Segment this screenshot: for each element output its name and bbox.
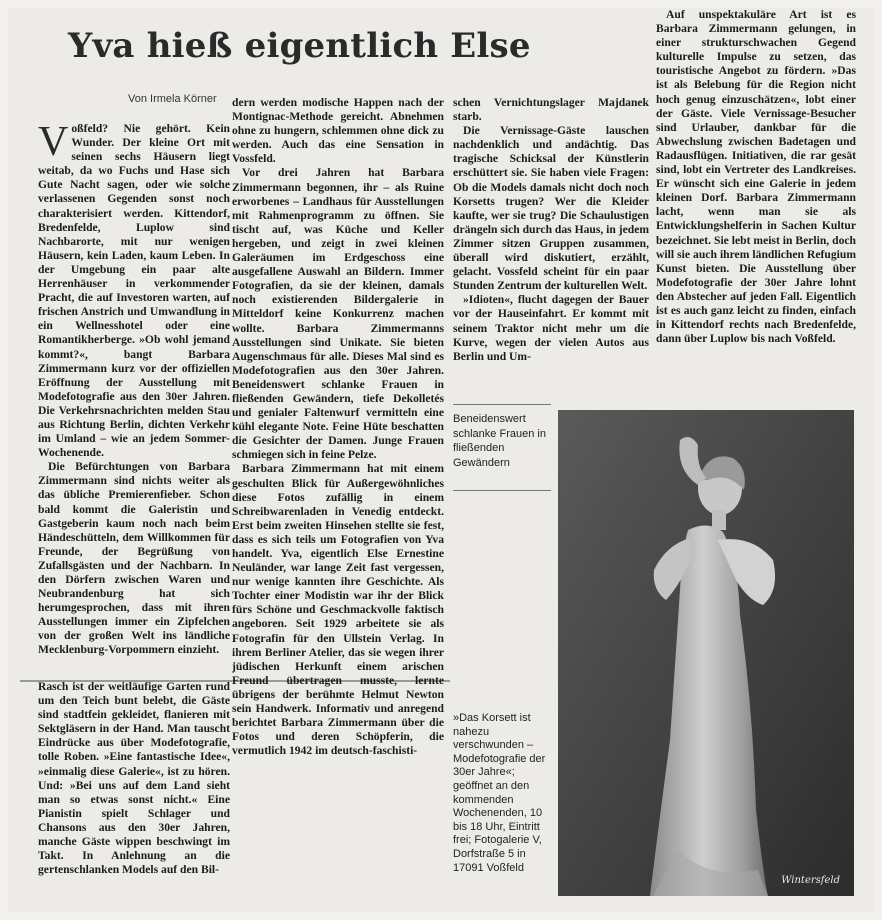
article-column-3 (453, 96, 649, 374)
paragraph: Rasch ist der weitläufige Garten rund um den Teich bunt belebt, die Gäste sind stadtfein gekleidet, flanieren mit Sektgläsern in der Hand. Man tauscht Eindrücke aus über Modefotografie, tolle Roben. »Eine fantastische Idee«, »einmalig diese Galerie«, ist zu hören. Und: »Bei uns auf dem Land sieht man so etwas sonst nicht.« Eine Pianistin spielt Schlager und Chansons aus den 30er Jahren, manche Gäste wippen beschwingt im Takt. In Anlehnung an die gertenschlanken Models auf den Bil- (38, 680, 230, 877)
paragraph: Barbara Zimmermann hat mit einem geschulten Blick für Außergewöhnliches diese Fotos zufällig in einem Schreibwarenladen in Venedig entdeckt. Erst beim zweiten Hinsehen stellte sie fest, dass es sich teils um Fotografien von Yva handelt. Yva, eigentlich Else Ernestine Neuländer, war lange Zeit fast vergessen, nur wenige kannten ihre Geschichte. Als Tochter einer Modistin war ihr der Blick fürs Schöne und Geschmackvolle faktisch angeboren. Seit 1929 arbeitete sie als Fotografin für den Ullstein Verlag. In ihrem Berliner Atelier, das sie wegen ihrer jüdischen Herkunft einem arischen Freund übertragen musste, lernte übrigens der berühmte Helmut Newton sein Handwerk. Informativ und anregend berichtet Barbara Zimmermann über die Fotos und deren Schöpferin, die vermutlich 1942 im deutsch-faschisti- (232, 462, 444, 758)
paragraph: oßfeld? Nie gehört. Kein Wunder. Der kleine Ort mit seinen sechs Häusern liegt weitab, da wo Fuchs und Hase sich Gute Nacht sagen, oder wie solche verlassenen Gegenden sonst noch charakterisiert werden. Kittendorf, Bredenfelde, Luplow sind Nachbarorte, mit nur wenigen Häusern, kein Laden, kaum Leben. In der Umgebung ein paar alte Herrenhäuser in verkommender Pracht, die auf Investoren warten, auf frischen Anstrich und Umwandlung in ein Wellnesshotel oder eine Romantikherberge. »Ob wohl jemand kommt?«, bangt Barbara Zimmermann kurz vor der offiziellen Eröffnung der Ausstellung mit Modefotografie aus den 30er Jahren. Die Verkehrsnachrichten melden Stau aus Richtung Berlin, dichten Verkehr im Umland – wie an jedem Sommer-Wochenende. (38, 122, 230, 460)
paragraph: Auf unspektakuläre Art ist es Barbara Zimmermann gelungen, in einer strukturschwachen Gegend kulturelle Impulse zu setzen, das touristische Angebot zu fördern. »Das ist als Belebung für die Region nicht hoch genug einzuschätzen«, lobt einer der Gäste. Viele Vernissage-Besucher sind Urlauber, dankbar für die Abwechslung zwischen Badetagen und Radausflügen. Initiativen, die rar gesät sind, lobt ein Vertreter des Landkreises. Er wünscht sich eine Galerie in jedem kleinen Dorf. Barbara Zimmermann lacht, wenn man sie als Entwicklungshelferin in Sachen Kultur bezeichnet. Sie lebt meist in Berlin, doch will sie auch ihrem ländlichen Refugium Kunst bieten. Die Ausstellung über Modefotografie der 30er Jahre lohnt den Abstecher auf jeden Fall. Eigentlich ist es auch ganz leicht zu finden, einfach in Kittendorf rechts nach Bredenfelde, dann über Luplow bis nach Voßfeld. (656, 8, 856, 346)
article-column-1 (38, 122, 230, 682)
paragraph: Die Vernissage-Gäste lauschen nachdenklich und andächtig. Das tragische Schicksal der Künstlerin erschüttert sie. Sie haben viele Fragen: Ob die Models damals nicht doch noch Korsetts trugen? Wer die Kleider kaufte, wer sie trug? Die Schaulustigen drängeln sich durch das Haus, in jedem Zimmer sitzen Gruppen zusammen, überall wird diskutiert, erzählt, gelacht. Vossfeld scheint für ein paar Stunden Zentrum der kulturellen Welt. (453, 124, 649, 293)
paragraph: Die Befürchtungen von Barbara Zimmermann sind nichts weiter als das übliche Premierenfieber. Schon bald kommt die Galeristin und Gastgeberin kaum noch nach beim Händeschütteln, dem Willkommen für Freunde, der Begrüßung von Zufallsgästen und der Nachbarn. In den Dörfern zwischen Waren und Neubrandenburg hat sich herumgesprochen, dass mit ihren Ausstellungen immer ein Zipfelchen von der großen Welt ins ländliche Mecklenburg-Vorpommern einzieht. (38, 460, 230, 657)
photographer-signature: Wintersfeld (781, 875, 840, 886)
article-column-2 (232, 96, 444, 888)
paragraph: schen Vernichtungslager Majdanek starb. (453, 96, 649, 124)
article-column-4 (656, 8, 856, 412)
paragraph: »Idioten«, flucht dagegen der Bauer vor der Hauseinfahrt. Er kommt mit seinem Traktor nicht mehr um die Kurve, wegen der vielen Autos aus Berlin und Um- (453, 293, 649, 363)
fashion-photo (558, 410, 854, 896)
article-column-1-lower (38, 680, 230, 890)
caption-rule-bottom (453, 490, 551, 491)
paragraph: Vor drei Jahren hat Barbara Zimmermann begonnen, ihr – als Ruine erworbenes – Landhaus für Ausstellungen mit Rahmenprogramm zu öffnen. Sie tischt auf, was Küche und Keller hergeben, und zeigt in zwei kleinen Galeräumen im Erdgeschoss eine ausgefallene Auswahl an Bildern. Immer Fotografien, da sie der kleinen, damals noch existierenden Bildergalerie in Mitteldorf keine Konkurrenz machen wollte. Barbara Zimmermanns Ausstellungen sind Unikate. Sie bieten Augenschmaus für alle. Dieses Mal sind es Modefotografien aus den 30er Jahren. Beneidenswert schlanke Frauen in fließenden Gewändern, tiefe Dekolletés und genialer Faltenwurf vermitteln eine kühl elegante Note. Feine Hüte beschatten die Gesichter der Damen. Junge Frauen schmiegen sich in feine Pelze. (232, 166, 444, 462)
headline: Yva hieß eigentlich Else (68, 26, 531, 66)
byline: Von Irmela Körner (128, 93, 217, 105)
drop-cap: V (38, 122, 69, 165)
paragraph: dern werden modische Happen nach der Montignac-Methode gereicht. Abnehmen ohne zu hungern, schlemmen ohne dick zu werden. Auch das eine Sensation in Vossfeld. (232, 96, 444, 166)
photo-caption-top: Beneidenswert schlanke Frauen in fließenden Gewändern (453, 413, 546, 469)
photo-caption-bottom: »Das Korsett ist nahezu verschwunden – Modefotografie der 30er Jahre«; geöffnet an den kommenden Wochenenden, 10 bis 18 Uhr, Eintritt frei; Fotogalerie V, Dorfstraße 5 in 17091 Voßfeld (453, 712, 546, 874)
caption-rule-top (453, 404, 551, 405)
woman-in-gown-photo (558, 410, 854, 896)
